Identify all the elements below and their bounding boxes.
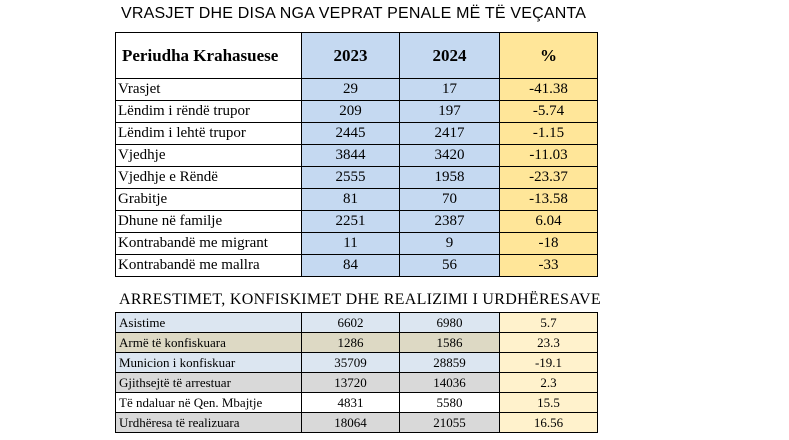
value-2023: 1286	[302, 333, 400, 353]
value-2024: 21055	[400, 413, 500, 433]
value-percent: 6.04	[500, 211, 598, 233]
table-row	[116, 333, 598, 353]
row-label: Urdhëresa të realizuara	[116, 413, 302, 433]
value-2024: 197	[400, 101, 500, 123]
value-percent: -13.58	[500, 189, 598, 211]
row-label: Lëndim i lehtë trupor	[116, 123, 302, 145]
value-2023: 6602	[302, 313, 400, 333]
row-label: Municion i konfiskuar	[116, 353, 302, 373]
value-percent: 15.5	[500, 393, 598, 413]
value-2023: 2445	[302, 123, 400, 145]
crime-comparison-table	[115, 32, 598, 277]
value-percent: -1.15	[500, 123, 598, 145]
table-row	[116, 123, 598, 145]
section-title: ARRESTIMET, KONFISKIMET DHE REALIZIMI I URDHËRESAVE	[119, 291, 601, 308]
row-label: Armë të konfiskuara	[116, 333, 302, 353]
table-row	[116, 393, 598, 413]
value-2024: 9	[400, 233, 500, 255]
row-label: Të ndaluar në Qen. Mbajtje	[116, 393, 302, 413]
value-2023: 209	[302, 101, 400, 123]
value-2024: 2417	[400, 123, 500, 145]
value-2023: 2555	[302, 167, 400, 189]
row-label: Lëndim i rëndë trupor	[116, 101, 302, 123]
row-label: Vrasjet	[116, 79, 302, 101]
arrests-table	[115, 312, 598, 433]
value-percent: -33	[500, 255, 598, 277]
page-title: VRASJET DHE DISA NGA VEPRAT PENALE MË TË VEÇANTA	[121, 5, 587, 22]
row-label: Gjithsejtë të arrestuar	[116, 373, 302, 393]
header-period: Periudha Krahasuese	[116, 33, 302, 79]
table-row	[116, 413, 598, 433]
table-row	[116, 211, 598, 233]
value-2024: 28859	[400, 353, 500, 373]
value-2024: 6980	[400, 313, 500, 333]
table-row	[116, 167, 598, 189]
table-row	[116, 101, 598, 123]
value-percent: -11.03	[500, 145, 598, 167]
value-percent: 23.3	[500, 333, 598, 353]
row-label: Vjedhje e Rëndë	[116, 167, 302, 189]
value-2023: 2251	[302, 211, 400, 233]
value-2024: 70	[400, 189, 500, 211]
value-percent: -19.1	[500, 353, 598, 373]
table-row	[116, 79, 598, 101]
value-2023: 11	[302, 233, 400, 255]
value-2023: 35709	[302, 353, 400, 373]
row-label: Grabitje	[116, 189, 302, 211]
table-row	[116, 145, 598, 167]
row-label: Kontrabandë me migrant	[116, 233, 302, 255]
table-row	[116, 313, 598, 333]
value-2024: 56	[400, 255, 500, 277]
table-row	[116, 189, 598, 211]
value-2023: 4831	[302, 393, 400, 413]
value-percent: -41.38	[500, 79, 598, 101]
row-label: Asistime	[116, 313, 302, 333]
row-label: Kontrabandë me mallra	[116, 255, 302, 277]
value-2023: 3844	[302, 145, 400, 167]
value-2024: 14036	[400, 373, 500, 393]
value-2023: 18064	[302, 413, 400, 433]
value-2024: 1586	[400, 333, 500, 353]
value-percent: 2.3	[500, 373, 598, 393]
value-2024: 17	[400, 79, 500, 101]
value-2023: 29	[302, 79, 400, 101]
table-header-row	[116, 33, 598, 79]
table-row	[116, 373, 598, 393]
value-percent: -18	[500, 233, 598, 255]
value-2024: 3420	[400, 145, 500, 167]
value-2024: 1958	[400, 167, 500, 189]
value-percent: -5.74	[500, 101, 598, 123]
value-2023: 81	[302, 189, 400, 211]
value-2023: 84	[302, 255, 400, 277]
value-percent: 16.56	[500, 413, 598, 433]
value-percent: 5.7	[500, 313, 598, 333]
value-2023: 13720	[302, 373, 400, 393]
row-label: Dhune në familje	[116, 211, 302, 233]
header-year-2024: 2024	[400, 33, 500, 79]
row-label: Vjedhje	[116, 145, 302, 167]
header-percent: %	[500, 33, 598, 79]
value-percent: -23.37	[500, 167, 598, 189]
value-2024: 5580	[400, 393, 500, 413]
header-year-2023: 2023	[302, 33, 400, 79]
table-row	[116, 353, 598, 373]
table-row	[116, 255, 598, 277]
value-2024: 2387	[400, 211, 500, 233]
table-row	[116, 233, 598, 255]
